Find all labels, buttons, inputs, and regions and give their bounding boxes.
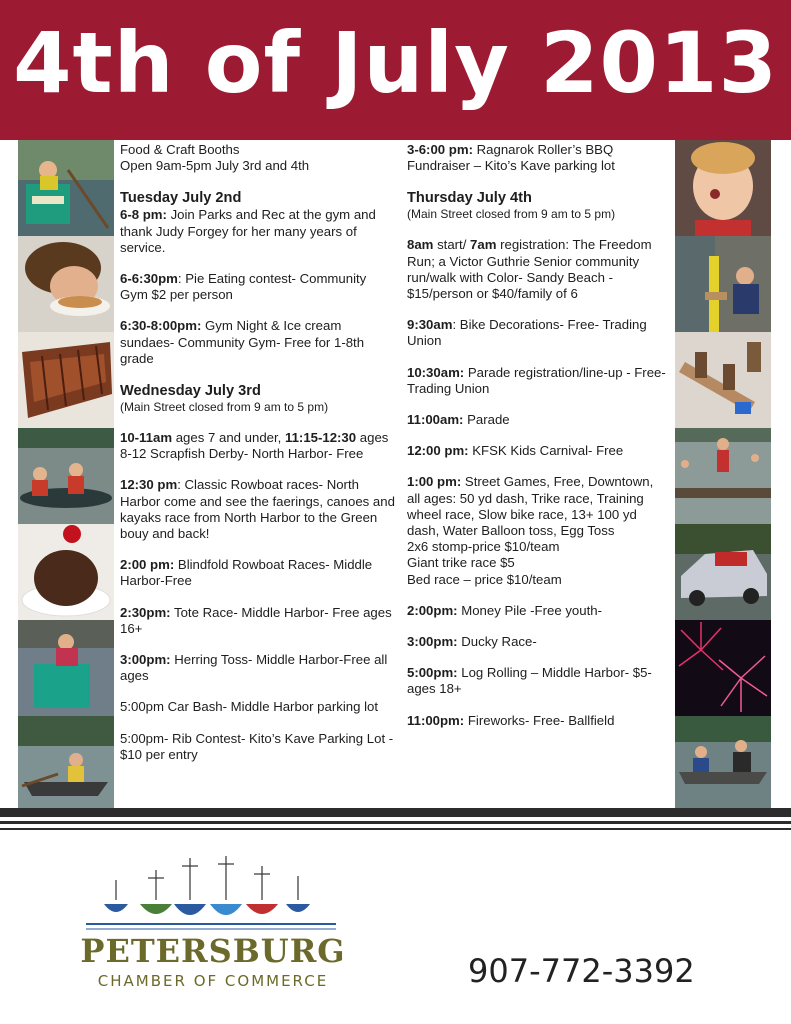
street-closure-note-thursday: (Main Street closed from 9 am to 5 pm)	[407, 207, 616, 222]
thursday-section	[407, 189, 669, 222]
photo-boy-dock	[675, 236, 771, 332]
event-street-games: 1:00 pm: Street Games, Free, Downtown, all ages: 50 yd dash, Trike race, Training wheel race, Slow bike race, 13+ 100 yd dash, Water Balloon toss, Egg Toss 2x6 stomp-price $10/team Giant trike race $5 Bed race – price $10/team	[407, 474, 654, 587]
event-ducky-race: 3:00pm: Ducky Race-	[407, 634, 537, 650]
divider-stripe	[0, 808, 791, 817]
event-fireworks: 11:00pm: Fireworks- Free- Ballfield	[407, 712, 615, 728]
event-rowboat-races: 12:30 pm: Classic Rowboat races- North Harbor come and see the faerings, canoes and kayaks race from North Harbor to the Green bouy and back!	[120, 477, 395, 542]
wednesday-section	[120, 382, 395, 415]
event-herring-toss: 3:00pm: Herring Toss- Middle Harbor-Free all ages	[120, 652, 388, 684]
divider-stripe	[0, 828, 791, 830]
photo-tote-race	[18, 620, 114, 716]
event-rib-contest: 5:00pm- Rib Contest- Kito’s Kave Parking Lot - $10 per entry	[120, 730, 394, 762]
event-bike-decorations: 9:30am: Bike Decorations- Free- Trading Union	[407, 317, 647, 349]
event-parade: 11:00am: Parade	[407, 412, 510, 428]
event-bbq-fundraiser: 3-6:00 pm: Ragnarok Roller’s BBQ Fundraiser – Kito’s Kave parking lot	[407, 142, 615, 174]
event-parade-registration: 10:30am: Parade registration/line-up - Free- Trading Union	[407, 364, 666, 396]
event-log-rolling: 5:00pm: Log Rolling – Middle Harbor- $5- ages 18+	[407, 665, 652, 697]
photo-fireworks	[675, 620, 771, 716]
event-kids-carnival: 12:00 pm: KFSK Kids Carnival- Free	[407, 443, 624, 459]
day-heading-tuesday: Tuesday July 2nd	[120, 190, 242, 207]
event-gym-night: 6:30-8:00pm: Gym Night & Ice cream sundaes- Community Gym- Free for 1-8th grade	[120, 318, 365, 366]
tuesday-section	[120, 189, 395, 256]
header-banner	[0, 0, 791, 140]
chamber-logo-boats	[66, 852, 366, 992]
photo-rowboat	[18, 716, 114, 812]
event-parks-rec: 6-8 pm: Join Parks and Rec at the gym and thank Judy Forgey for her many years of service.	[120, 207, 376, 255]
street-closure-note: (Main Street closed from 9 am to 5 pm)	[120, 400, 329, 415]
photo-ribs	[18, 332, 114, 428]
schedule-right-column	[407, 142, 669, 744]
photo-boot-stomp	[675, 332, 771, 428]
photo-pie-eating	[18, 236, 114, 332]
divider-stripe	[0, 821, 791, 824]
event-scrapfish-derby: 10-11am ages 7 and under, 11:15-12:30 ages 8-12 Scrapfish Derby- North Harbor- Free	[120, 430, 389, 462]
booths-hours: Open 9am-5pm July 3rd and 4th	[120, 158, 310, 174]
schedule-left-column	[120, 142, 395, 778]
photo-face-paint-boy	[675, 140, 771, 236]
event-blindfold-races: 2:00 pm: Blindfold Rowboat Races- Middle Harbor-Free	[120, 557, 373, 589]
photo-canoe	[675, 716, 771, 812]
food-booths	[120, 142, 395, 174]
photo-car-bash	[675, 524, 771, 620]
logo-petersburg: PETERSBURG	[80, 932, 346, 970]
event-freedom-run: 8am start/ 7am registration: The Freedom Run; a Victor Guthrie Senior community run/walk with Color- Sandy Beach - $15/person or $40/family of 6	[407, 237, 652, 302]
day-heading-thursday: Thursday July 4th	[407, 190, 532, 207]
event-car-bash: 5:00pm Car Bash- Middle Harbor parking lot	[120, 699, 379, 715]
booths-line: Food & Craft Booths	[120, 142, 240, 157]
event-pie-eating: 6-6:30pm: Pie Eating contest- Community Gym $2 per person	[120, 271, 367, 303]
photo-ice-cream	[18, 524, 114, 620]
event-money-pile: 2:00pm: Money Pile -Free youth-	[407, 602, 602, 618]
phone-number: 907-772-3392	[468, 952, 695, 990]
photo-kayak-kids	[18, 428, 114, 524]
logo-chamber-of-commerce: CHAMBER OF COMMERCE	[97, 972, 329, 990]
photo-tote-boat	[18, 140, 114, 236]
day-heading-wednesday: Wednesday July 3rd	[120, 383, 261, 400]
page-title: 4th of July 2013	[13, 14, 778, 112]
event-tote-race: 2:30pm: Tote Race- Middle Harbor- Free ages 16+	[120, 604, 392, 636]
photo-log-rolling	[675, 428, 771, 524]
